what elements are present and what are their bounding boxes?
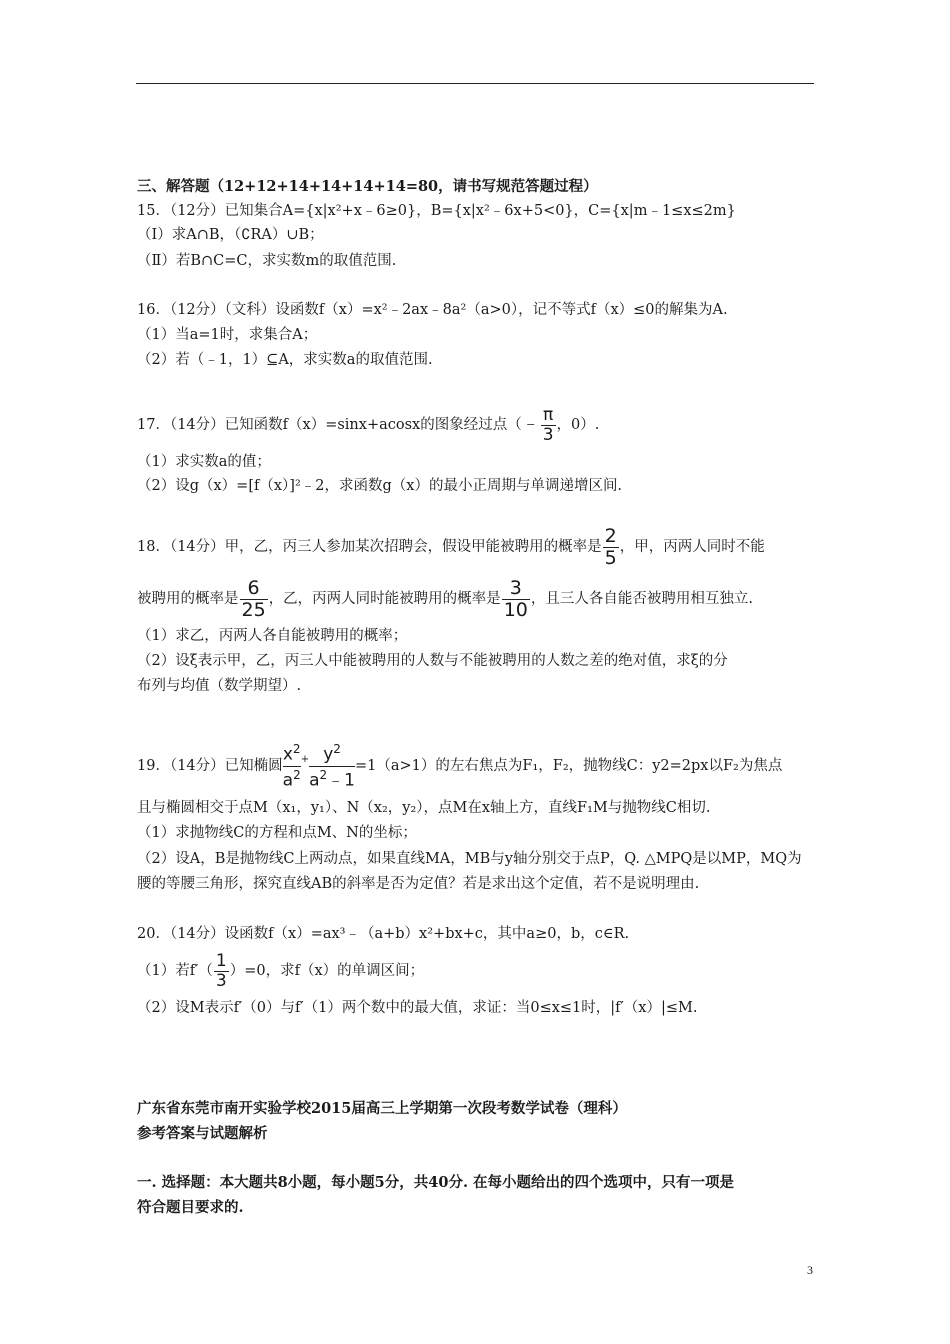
q15-stem: 15．（12分）已知集合A={x|x²+x﹣6≥0}，B={x|x²﹣6x+5<0}，C={x|m﹣1≤x≤2m} <box>137 203 736 219</box>
q17-part2: （2）设g（x）=[f（x）]²﹣2，求函数g（x）的最小正周期与单调递增区间. <box>137 478 623 494</box>
ellipse-term-y: $\frac{y^2}{a^2﹣1}$ <box>309 741 355 791</box>
q16-stem: 16．（12分）（文科）设函数f（x）=x²﹣2ax﹣8a²（a>0），记不等式f（x）≤0的解集为A. <box>137 302 728 318</box>
answers-subtitle: 参考答案与试题解析 <box>137 1125 268 1142</box>
answers-section1-line2: 符合题目要求的. <box>137 1199 244 1216</box>
answers-section1-line1: 一. 选择题：本大题共8小题，每小题5分，共40分. 在每小题给出的四个选项中，只有一项是 <box>137 1174 735 1191</box>
q18-line2: 被聘用的概率是 $\frac{6}{25}$ ，乙，丙两人同时能被聘用的概率是 $\frac{3}{10}$ ，且三人各自能否被聘用相互独立. <box>137 576 753 621</box>
q18-fraction-3: $\frac{3}{10}$ <box>503 576 528 621</box>
page-number: 3 <box>807 1263 813 1277</box>
answers-school-title: 广东省东莞市南开实验学校2015届高三上学期第一次段考数学试卷（理科） <box>137 1100 627 1117</box>
q17-stem: 17．（14分）已知函数f（x）=sinx+acosx的图象经过点（﹣ $\frac{\pi}{3}$ ，0）. <box>137 404 600 445</box>
q18-fraction-2: $\frac{6}{25}$ <box>241 576 266 621</box>
minus-sign: ﹣ <box>521 413 540 434</box>
q18-part1: （1）求乙，丙两人各自能被聘用的概率； <box>137 628 408 644</box>
q16-part2: （2）若（﹣1，1）⊆A，求实数a的取值范围. <box>137 352 433 368</box>
q17-part1: （1）求实数a的值； <box>137 454 271 470</box>
ellipse-term-x: $\frac{x^2}{a^2}$ <box>282 741 301 791</box>
q15-part2: （Ⅱ）若B∩C=C，求实数m的取值范围. <box>137 253 397 269</box>
q19-part2-line1: （2）设A，B是抛物线C上两动点，如果直线MA，MB与y轴分别交于点P，Q. △MPQ是以MP，MQ为 <box>137 851 802 867</box>
q20-fraction: $\frac{1}{3}$ <box>215 950 227 991</box>
q15-part1: （Ⅰ）求A∩B，（∁RA）∪B； <box>137 227 324 243</box>
q18-line1: 18．（14分）甲，乙，丙三人参加某次招聘会，假设甲能被聘用的概率是 $\frac{2}{5}$ ，甲，丙两人同时不能 <box>137 524 765 569</box>
q16-part1: （1）当a=1时，求集合A； <box>137 327 318 343</box>
section3-heading: 三、解答题（12+12+14+14+14+14=80，请书写规范答题过程） <box>137 178 598 195</box>
q18-fraction-1: $\frac{2}{5}$ <box>604 524 617 569</box>
q20-part2: （2）设M表示f′（0）与f′（1）两个数中的最大值，求证：当0≤x≤1时，|f′（x）|≤M. <box>137 1000 698 1016</box>
q20-stem: 20．（14分）设函数f（x）=ax³﹣（a+b）x²+bx+c，其中a≥0，b，c∈R. <box>137 926 630 942</box>
q20-part1: （1）若f′（ $\frac{1}{3}$ ）=0，求f（x）的单调区间； <box>137 950 425 991</box>
q19-part2-line2: 腰的等腰三角形，探究直线AB的斜率是否为定值？若是求出这个定值，若不是说明理由. <box>137 876 700 892</box>
q17-fraction: $\frac{\pi}{3}$ <box>542 404 554 445</box>
q18-part2-line1: （2）设ξ表示甲，乙，丙三人中能被聘用的人数与不能被聘用的人数之差的绝对值，求ξ的分 <box>137 653 728 669</box>
q19-part1: （1）求抛物线C的方程和点M、N的坐标； <box>137 825 417 841</box>
header-rule <box>136 83 814 84</box>
q18-part2-line2: 布列与均值（数学期望）. <box>137 678 302 694</box>
q19-line1: 19．（14分）已知椭圆 $\frac{x^2}{a^2}$ + $\frac{y^2}{a^2﹣1}$ =1（a>1）的左右焦点为F₁，F₂，抛物线C：y2=2px以F₂为焦点 <box>137 741 783 791</box>
q19-line2: 且与椭圆相交于点M（x₁，y₁）、N（x₂，y₂），点M在x轴上方，直线F₁M与抛物线C相切. <box>137 800 711 816</box>
